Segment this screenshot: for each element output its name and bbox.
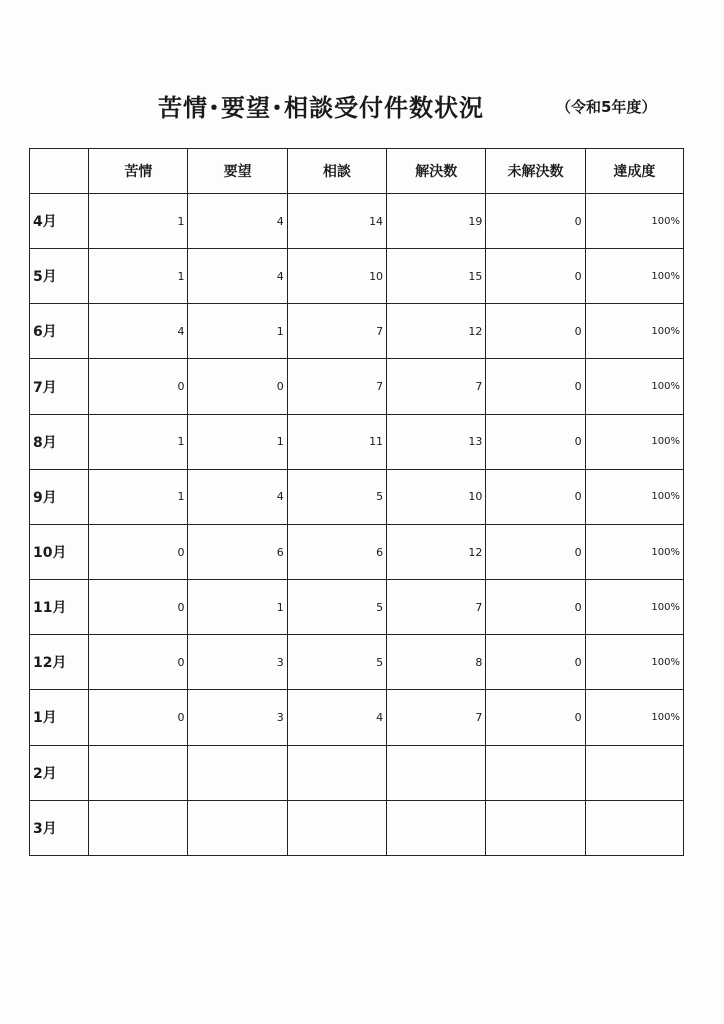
table-row: [30, 194, 684, 249]
resolved-cell: 13: [387, 414, 486, 469]
achievement-rate-cell: 100%: [585, 194, 683, 249]
achievement-rate-cell: 100%: [585, 635, 683, 690]
complaints-cell: 0: [89, 359, 188, 414]
unresolved-cell: 0: [486, 414, 585, 469]
resolved-cell: 12: [387, 524, 486, 579]
requests-cell: 1: [188, 304, 287, 359]
requests-cell: 4: [188, 469, 287, 524]
resolved-cell: [387, 800, 486, 855]
unresolved-cell: 0: [486, 580, 585, 635]
unresolved-cell: [486, 800, 585, 855]
complaints-cell: 0: [89, 635, 188, 690]
consultations-cell: 10: [287, 249, 386, 304]
consultations-cell: 6: [287, 524, 386, 579]
header-consultations: 相談: [287, 149, 386, 194]
unresolved-cell: 0: [486, 469, 585, 524]
consultations-cell: 4: [287, 690, 386, 745]
table-row: [30, 359, 684, 414]
resolved-cell: 8: [387, 635, 486, 690]
resolved-cell: 19: [387, 194, 486, 249]
month-label: 4月: [30, 194, 89, 249]
requests-cell: 4: [188, 249, 287, 304]
table-row: [30, 690, 684, 745]
achievement-rate-cell: 100%: [585, 524, 683, 579]
consultations-cell: 5: [287, 580, 386, 635]
complaints-cell: 4: [89, 304, 188, 359]
consultations-cell: [287, 745, 386, 800]
table-row: [30, 580, 684, 635]
table-header-row: [30, 149, 684, 194]
requests-cell: 6: [188, 524, 287, 579]
complaints-status-table: [29, 148, 684, 856]
table-row: [30, 635, 684, 690]
complaints-cell: 1: [89, 249, 188, 304]
achievement-rate-cell: 100%: [585, 469, 683, 524]
table-row: [30, 524, 684, 579]
month-label: 2月: [30, 745, 89, 800]
table-row: [30, 745, 684, 800]
month-label: 7月: [30, 359, 89, 414]
unresolved-cell: 0: [486, 304, 585, 359]
header-corner-cell: [30, 149, 89, 194]
month-label: 6月: [30, 304, 89, 359]
unresolved-cell: 0: [486, 524, 585, 579]
fiscal-year-label: （令和5年度）: [556, 98, 657, 116]
achievement-rate-cell: [585, 745, 683, 800]
consultations-cell: 5: [287, 469, 386, 524]
achievement-rate-cell: 100%: [585, 249, 683, 304]
table-row: [30, 800, 684, 855]
month-label: 1月: [30, 690, 89, 745]
table-row: [30, 304, 684, 359]
achievement-rate-cell: 100%: [585, 359, 683, 414]
header-unresolved: 未解決数: [486, 149, 585, 194]
unresolved-cell: [486, 745, 585, 800]
resolved-cell: 7: [387, 690, 486, 745]
complaints-cell: [89, 745, 188, 800]
month-label: 3月: [30, 800, 89, 855]
requests-cell: 3: [188, 690, 287, 745]
unresolved-cell: 0: [486, 635, 585, 690]
consultations-cell: [287, 800, 386, 855]
resolved-cell: 7: [387, 580, 486, 635]
document-title: 苦情･要望･相談受付件数状況: [158, 94, 484, 122]
complaints-cell: 1: [89, 414, 188, 469]
achievement-rate-cell: 100%: [585, 414, 683, 469]
requests-cell: [188, 745, 287, 800]
table-body: [30, 194, 684, 856]
table-row: [30, 414, 684, 469]
unresolved-cell: 0: [486, 359, 585, 414]
requests-cell: 3: [188, 635, 287, 690]
month-label: 8月: [30, 414, 89, 469]
header-complaints: 苦情: [89, 149, 188, 194]
achievement-rate-cell: 100%: [585, 580, 683, 635]
resolved-cell: 12: [387, 304, 486, 359]
complaints-cell: 1: [89, 194, 188, 249]
month-label: 12月: [30, 635, 89, 690]
requests-cell: 1: [188, 414, 287, 469]
unresolved-cell: 0: [486, 690, 585, 745]
achievement-rate-cell: 100%: [585, 690, 683, 745]
header-requests: 要望: [188, 149, 287, 194]
achievement-rate-cell: [585, 800, 683, 855]
month-label: 9月: [30, 469, 89, 524]
resolved-cell: [387, 745, 486, 800]
requests-cell: 0: [188, 359, 287, 414]
month-label: 11月: [30, 580, 89, 635]
consultations-cell: 7: [287, 304, 386, 359]
consultations-cell: 5: [287, 635, 386, 690]
month-label: 10月: [30, 524, 89, 579]
consultations-cell: 7: [287, 359, 386, 414]
consultations-cell: 11: [287, 414, 386, 469]
table-row: [30, 469, 684, 524]
requests-cell: 4: [188, 194, 287, 249]
unresolved-cell: 0: [486, 249, 585, 304]
requests-cell: 1: [188, 580, 287, 635]
complaints-cell: 1: [89, 469, 188, 524]
header-resolved: 解決数: [387, 149, 486, 194]
complaints-cell: 0: [89, 524, 188, 579]
month-label: 5月: [30, 249, 89, 304]
unresolved-cell: 0: [486, 194, 585, 249]
achievement-rate-cell: 100%: [585, 304, 683, 359]
complaints-cell: 0: [89, 580, 188, 635]
resolved-cell: 7: [387, 359, 486, 414]
complaints-cell: [89, 800, 188, 855]
complaints-cell: 0: [89, 690, 188, 745]
requests-cell: [188, 800, 287, 855]
table-row: [30, 249, 684, 304]
consultations-cell: 14: [287, 194, 386, 249]
resolved-cell: 10: [387, 469, 486, 524]
header-achievement-rate: 達成度: [585, 149, 683, 194]
resolved-cell: 15: [387, 249, 486, 304]
